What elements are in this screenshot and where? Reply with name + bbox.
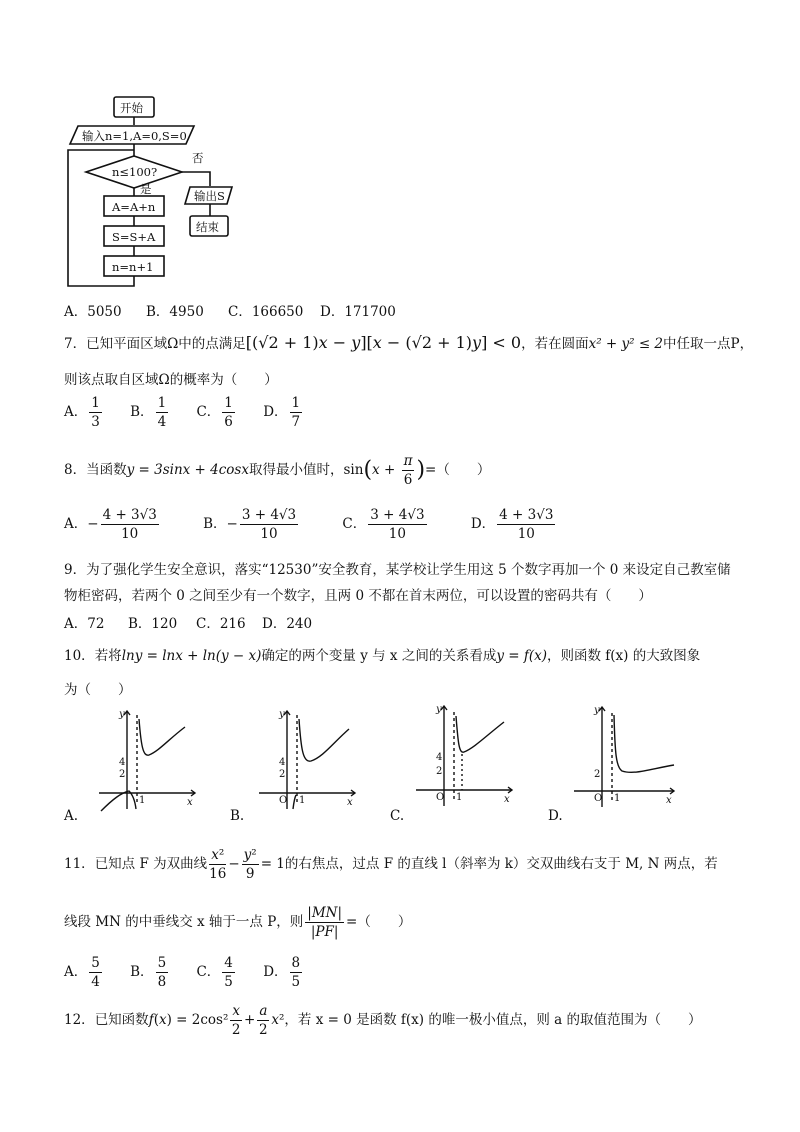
q8-line: 8．当函数y = 3sinx + 4cosx取得最小值时，sin(x + $\frac{\pi}{6}$ )=（ ）: [64, 453, 491, 488]
flow-cond: n≤100?: [112, 165, 158, 179]
svg-text:O: O: [436, 792, 445, 803]
q8-text-post: =（ ）: [425, 462, 491, 478]
flow-output: 输出S: [194, 189, 225, 203]
svg-text:y: y: [436, 704, 442, 715]
q7-line1-post: 中任取一点P，: [663, 336, 754, 352]
q9-option-b: B．120: [128, 616, 178, 632]
q8-option-b: B．− $\frac{3 + 4√3}{10}$: [203, 507, 297, 542]
q10-text-pre: 若将: [94, 648, 122, 664]
q6-option-c: C．166650: [228, 304, 304, 320]
svg-text:y: y: [594, 705, 600, 716]
flow-step3: n=n+1: [112, 260, 154, 274]
flow-step2: S=S+A: [112, 230, 156, 244]
q6-option-d: D．171700: [320, 304, 396, 320]
q8-option-a: A．− $\frac{4 + 3√3}{10}$: [64, 507, 157, 542]
flow-yes: 是: [140, 182, 152, 196]
q7-options: [64, 394, 304, 431]
svg-text:2: 2: [119, 769, 126, 780]
q10-graph-b: [255, 705, 365, 815]
flow-start: 开始: [120, 101, 143, 115]
q8-options: [64, 506, 557, 543]
svg-text:O: O: [279, 795, 288, 806]
q8-text-mid: 取得最小值时，: [248, 462, 344, 478]
q6-option-b: B．4950: [146, 304, 204, 320]
svg-text:4: 4: [436, 752, 443, 763]
q12-line: 12．已知函数f(x) = 2cos² $\frac{x}{2}$ + $\frac{a}{2}$ x²，若 x = 0 是函数 f(x) 的唯一极小值点，则 a 的取值范围为（ ）: [64, 1003, 702, 1038]
q11-text-pre: 已知点 F 为双曲线: [94, 856, 208, 872]
q12-number: 12．: [64, 1012, 95, 1028]
q9-line2: 物柜密码，若两个 0 之间至少有一个数字，且两 0 不都在首末两位，可以设置的密码共有（ ）: [64, 588, 652, 604]
q9-number: 9．: [64, 562, 87, 578]
q8-option-d: D． $\frac{4 + 3√3}{10}$: [470, 507, 554, 542]
q11-option-b: B． $\frac{5}{8}$: [130, 955, 167, 990]
q7-line1-pre: 已知平面区域Ω中的点满足: [86, 336, 246, 352]
q12-text-pre: 已知函数: [94, 1012, 149, 1028]
q7-inequality: [(√2 + 1)x − y][x − (√2 + 1)y] < 0: [245, 333, 522, 352]
flow-input: 输入n=1,A=0,S=0: [82, 129, 187, 143]
svg-text:1: 1: [139, 795, 146, 806]
q10-label-a: A.: [64, 808, 79, 824]
q7-option-d: D． $\frac{1}{7}$: [263, 395, 301, 430]
svg-text:4: 4: [119, 757, 126, 768]
q11-line1: 11．已知点 F 为双曲线 $\frac{\text{x²}}{16}$ − $\frac{\text{y²}}{9}$ = 1的右焦点，过点 F 的直线 l（斜率为 k）交双曲线右支于 M, N 两点，若: [64, 847, 718, 882]
flow-end: 结束: [196, 220, 219, 234]
svg-text:1: 1: [456, 792, 463, 803]
q11-option-d: D． $\frac{8}{5}$: [263, 955, 301, 990]
q10-label-d: D.: [548, 808, 563, 824]
q9-option-c: C．216: [196, 616, 246, 632]
svg-text:1: 1: [299, 795, 306, 806]
q7-line1: [64, 333, 753, 354]
svg-text:2: 2: [436, 766, 443, 777]
q7-circle: x² + y² ≤ 2: [588, 336, 664, 352]
q11-line2: 线段 MN 的中垂线交 x 轴于一点 P，则 $\frac{|MN|}{|PF|}$ =（ ）: [64, 905, 412, 940]
q9-line1: [64, 560, 731, 580]
q11-options: [64, 954, 304, 991]
q6-option-a: A．5050: [64, 304, 122, 320]
flow-no: 否: [192, 151, 204, 165]
q8-function: y = 3sinx + 4cosx: [126, 462, 249, 478]
q10-equation: lny = lnx + ln(y − x): [121, 648, 262, 664]
q10-graph-a: [95, 705, 205, 815]
q8-sin: sin: [343, 462, 364, 478]
q10-label-b: B.: [230, 808, 245, 824]
svg-text:x: x: [347, 797, 353, 808]
q11-option-c: C． $\frac{4}{5}$: [196, 955, 233, 990]
q7-option-b: B． $\frac{1}{4}$: [130, 395, 167, 430]
q9-text1: 为了强化学生安全意识，落实“12530”安全教育，某学校让学生用这 5 个数字再加一个 0 来设定自己教室储: [86, 562, 731, 578]
svg-text:y: y: [119, 709, 125, 720]
q9-option-d: D．240: [262, 616, 313, 632]
svg-text:y: y: [279, 709, 285, 720]
q11-text2-post: =（ ）: [346, 914, 412, 930]
svg-text:x: x: [504, 794, 510, 805]
q8-text-pre: 当函数: [86, 462, 127, 478]
svg-text:O: O: [594, 793, 603, 804]
svg-text:4: 4: [279, 757, 286, 768]
q8-number: 8．: [64, 462, 87, 478]
svg-text:2: 2: [279, 769, 286, 780]
q10-graph-c: [412, 702, 522, 812]
q10-text-mid: 确定的两个变量 y 与 x 之间的关系看成: [261, 648, 497, 664]
svg-text:1: 1: [614, 793, 621, 804]
q7-line2: 则该点取自区域Ω的概率为（ ）: [64, 372, 278, 388]
svg-text:2: 2: [594, 769, 601, 780]
q10-label-c: C.: [390, 808, 405, 824]
q9-option-a: A．72: [64, 616, 105, 632]
q10-graph-d: [570, 703, 685, 813]
svg-text:x: x: [666, 795, 672, 806]
q11-option-a: A． $\frac{5}{4}$: [64, 955, 100, 990]
q8-option-c: C． $\frac{3 + 4√3}{10}$: [342, 507, 425, 542]
q10-text-post: ，则函数 f(x) 的大致图象: [547, 648, 701, 664]
q7-line1-mid: ，若在圆面: [521, 336, 589, 352]
q7-number: 7．: [64, 336, 87, 352]
q10-fx: y = f(x): [496, 648, 547, 664]
q10-line1: [64, 646, 700, 666]
q7-option-a: A． $\frac{1}{3}$: [64, 395, 100, 430]
q11-number: 11．: [64, 856, 95, 872]
q11-text-post: 的右焦点，过点 F 的直线 l（斜率为 k）交双曲线右支于 M, N 两点，若: [284, 856, 718, 872]
svg-text:x: x: [187, 797, 193, 808]
flow-step1: A=A+n: [112, 200, 156, 214]
q12-text-post: ，若 x = 0 是函数 f(x) 的唯一极小值点，则 a 的取值范围为（ ）: [284, 1012, 702, 1028]
q11-text2-pre: 线段 MN 的中垂线交 x 轴于一点 P，则: [64, 914, 304, 930]
flowchart: [60, 92, 270, 302]
q10-number: 10．: [64, 648, 95, 664]
q7-option-c: C． $\frac{1}{6}$: [196, 395, 233, 430]
q10-line2: 为（ ）: [64, 682, 132, 698]
